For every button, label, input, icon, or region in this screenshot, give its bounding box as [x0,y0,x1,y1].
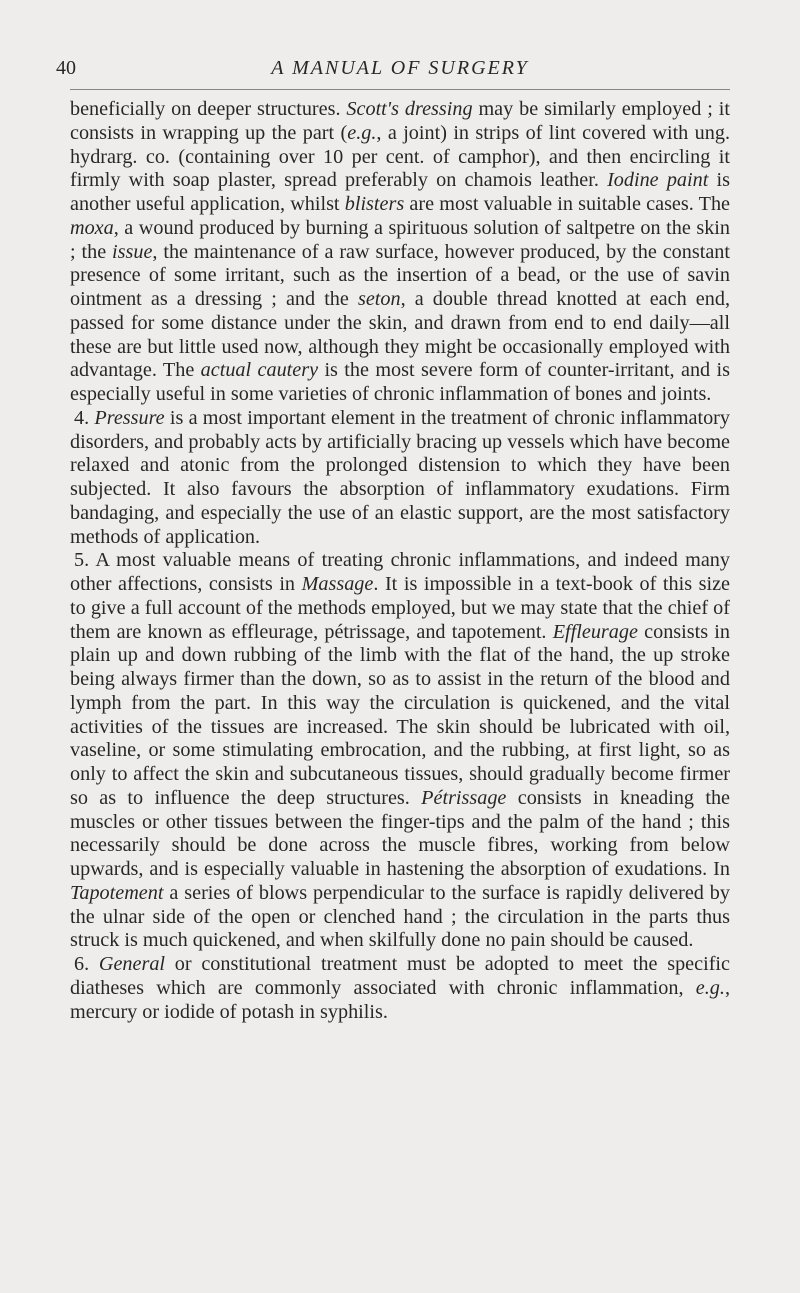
paragraph-number: 4. [74,406,90,429]
text-run: is a most important element in the treatment of chronic inflammatory disorders, and probably acts by artificially bracing up vessels which have become relaxed and atonic from the prolonged distension to which they have been subjected. It also favours the absorption of inflammatory exudations. Firm bandaging, and especially the use of an elastic support, are the most satisfactory methods of application. [70,406,730,548]
text-run: consists in kneading the muscles or other tissues between the finger-tips and the palm of the hand ; this necessarily should be done across the muscle fibres, working from below upwards, and is especially valuable in hastening the absorption of exudations. In [70,786,731,880]
italic-term: moxa [70,216,114,239]
italic-term: e.g. [695,976,725,999]
text-run: is the most severe form of counter-irritant, and is especially useful in some varieties of chronic inflammation of bones and joints. [70,359,730,405]
paragraph-number: 6. [74,953,90,975]
text-run: are most valuable in suitable cases. The [404,193,731,215]
italic-term: actual cautery [200,359,319,382]
italic-term: Iodine paint [607,169,709,192]
italic-term: seton [357,288,401,310]
italic-term: e.g. [347,121,377,144]
text-run: . It is impossible in a text-book of this size to give a full account of the methods employed, but we may state that the chief of them are known as effleurage, pétrissage, and tapotement. [70,573,730,643]
paragraph-1 [70,98,730,407]
italic-term: Effleurage [552,620,638,643]
italic-term: Pétrissage [421,786,507,809]
text-run: beneficially on deeper structures. [70,98,347,120]
text-run: consists in plain up and down rubbing of the limb with the flat of the hand, the up stroke being always firmer than the down, so as to assist in the return of the blood and lymph from the part. In this way the circulation is quickened, and the vital activities of the tissues are increased. The skin should be lubricated with oil, vaseline, or some stimulating embrocation, and the rubbing, at first light, so as only to affect the skin and subcutaneous tissues, should gradually become firmer so as to influence the deep structures. [70,620,731,809]
italic-term: Massage [301,573,374,595]
book-page [56,55,731,1024]
running-header [56,55,730,90]
paragraph-pressure [70,407,730,550]
italic-term: blisters [344,193,405,215]
page-number: 40 [56,57,76,79]
text-run: may be similarly employed ; it consists in wrapping up the part ( [70,98,730,144]
text-run: A most valuable means of treating chronic inflammations, and indeed many other affections, consists in [70,549,730,595]
body-text [70,98,730,1024]
italic-term: Scott's dressing [346,98,473,120]
italic-term: Pressure [94,406,165,429]
text-run: a series of blows perpendicular to the surface is rapidly delivered by the ulnar side of the open or clenched hand ; the circulation in the parts thus struck is much quickened, and when skilfully done no pain should be caused. [70,881,730,952]
italic-term: General [98,953,166,975]
text-run: is another useful application, whilst [70,169,730,215]
running-title: A MANUAL OF SURGERY [271,57,529,79]
text-run: or constitutional treatment must be adopted to meet the specific diatheses which are commonly associated with chronic inflammation, [70,953,731,999]
text-run: , the maintenance of a raw surface, however produced, by the constant presence of some irritant, such as the insertion of a bead, or the use of savin ointment as a dressing ; and the [70,240,730,310]
italic-term: Tapotement [70,881,164,904]
text-run: , mercury or iodide of potash in syphilis. [70,976,730,1023]
text-run: , a wound produced by burning a spirituous solution of saltpetre on the skin ; the [70,216,730,263]
paragraph-general-treatment [70,953,730,1024]
text-run: , a double thread knotted at each end, passed for some distance under the skin, and drawn from end to end daily—all these are but little used now, although they might be occasionally employed with advantage. The [70,288,730,382]
paragraph-number: 5. [74,549,90,572]
text-run: , a joint) in strips of lint covered with ung. hydrarg. co. (containing over 10 per cent. of camphor), and then encircling it firmly with soap plaster, spread preferably on chamois leather. [70,121,731,192]
paragraph-massage [70,549,730,953]
italic-term: issue [112,240,153,263]
